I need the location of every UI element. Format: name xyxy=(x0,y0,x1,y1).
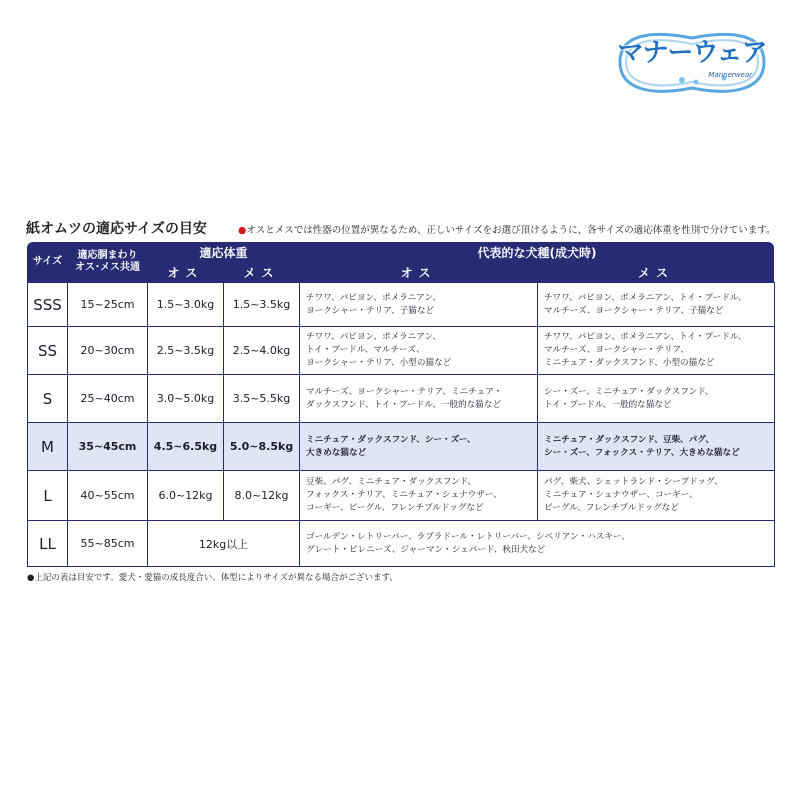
table-row xyxy=(28,375,775,423)
size-cell: SSS xyxy=(28,283,68,327)
notice-text: オスとメスでは性器の位置が異なるため、正しいサイズをお選び頂けるように、各サイズの適応体重を性別で分けています。 xyxy=(246,225,776,236)
header-weight: 適応体重 xyxy=(199,245,248,260)
male-weight-cell: 1.5~3.0kg xyxy=(148,283,224,327)
breeds-common-cell: ゴールデン・レトリーバー、ラブラドール・レトリーバー、シベリアン・ハスキー、 グレート・ピレニーズ、ジャーマン・シェパード、秋田犬など xyxy=(300,521,775,567)
male-breeds-cell: ミニチュア・ダックスフンド、シー・ズー、 大きめな猫など xyxy=(300,423,538,471)
notice-bullet-icon: ● xyxy=(238,225,247,236)
table-row xyxy=(28,327,775,375)
table-row-highlighted xyxy=(28,423,775,471)
female-breeds-cell: ミニチュア・ダックスフンド、豆柴、パグ、 シー・ズー、フォックス・テリア、大きめな猫など xyxy=(538,423,775,471)
girth-cell: 40~55cm xyxy=(68,471,148,521)
page-title: 紙オムツの適応サイズの目安 xyxy=(26,221,207,237)
girth-cell: 15~25cm xyxy=(68,283,148,327)
logo-text: マナーウェア xyxy=(617,38,767,68)
girth-cell: 25~40cm xyxy=(68,375,148,423)
female-weight-cell: 2.5~4.0kg xyxy=(224,327,300,375)
male-breeds-cell: チワワ、パピヨン、ポメラニアン、 トイ・プードル、マルチーズ、 ヨークシャー・テリア、小型の猫など xyxy=(300,327,538,375)
male-weight-cell: 4.5~6.5kg xyxy=(148,423,224,471)
male-breeds-cell: チワワ、パピヨン、ポメラニアン、 ヨークシャー・テリア、子猫など xyxy=(300,283,538,327)
header-girth: 適応胴まわり オス･メス共通 xyxy=(75,250,140,273)
header-breeds-male: オス xyxy=(400,265,437,280)
female-breeds-cell: チワワ、パピヨン、ポメラニアン、トイ・プードル、 マルチーズ、ヨークシャー・テリア、 ミニチュア・ダックスフンド、小型の猫など xyxy=(538,327,775,375)
male-breeds-cell: マルチーズ、ヨークシャー・テリア、ミニチュア・ ダックスフンド、トイ・プードル、一般的な猫など xyxy=(300,375,538,423)
logo-subtext: Mannerwear xyxy=(708,71,752,79)
header-size: サイズ xyxy=(32,256,63,267)
table-row xyxy=(28,283,775,327)
size-cell: SS xyxy=(28,327,68,375)
size-cell: L xyxy=(28,471,68,521)
size-cell: LL xyxy=(28,521,68,567)
weight-common-cell: 12kg以上 xyxy=(148,521,300,567)
footnote: ●上記の表は目安です。愛犬・愛猫の成長度合い、体型によりサイズが異なる場合がございます。 xyxy=(27,573,398,583)
size-cell: M xyxy=(28,423,68,471)
header-weight-male: オス xyxy=(167,265,204,280)
table-row xyxy=(28,471,775,521)
male-breeds-cell: 豆柴、パグ、ミニチュア・ダックスフンド、 フォックス・テリア、ミニチュア・シュナウザー、 コーギー、ビーグル、フレンチブルドッグなど xyxy=(300,471,538,521)
size-cell: S xyxy=(28,375,68,423)
gender-notice xyxy=(238,222,776,236)
male-weight-cell: 6.0~12kg xyxy=(148,471,224,521)
header-breeds-female: メス xyxy=(638,265,675,280)
brand-logo xyxy=(612,24,772,100)
female-breeds-cell: パグ、柴犬、シェットランド・シープドッグ、 ミニチュア・シュナウザー、コーギー、 ビーグル、フレンチブルドッグなど xyxy=(538,471,775,521)
size-table xyxy=(27,242,775,567)
girth-cell: 20~30cm xyxy=(68,327,148,375)
male-weight-cell: 3.0~5.0kg xyxy=(148,375,224,423)
female-breeds-cell: シー・ズー、ミニチュア・ダックスフンド、 トイ・プードル、一般的な猫など xyxy=(538,375,775,423)
female-breeds-cell: チワワ、パピヨン、ポメラニアン、トイ・プードル、 マルチーズ、ヨークシャー・テリア、子猫など xyxy=(538,283,775,327)
female-weight-cell: 1.5~3.5kg xyxy=(224,283,300,327)
female-weight-cell: 3.5~5.5kg xyxy=(224,375,300,423)
female-weight-cell: 5.0~8.5kg xyxy=(224,423,300,471)
table-row xyxy=(28,521,775,567)
male-weight-cell: 2.5~3.5kg xyxy=(148,327,224,375)
girth-cell: 35~45cm xyxy=(68,423,148,471)
female-weight-cell: 8.0~12kg xyxy=(224,471,300,521)
girth-cell: 55~85cm xyxy=(68,521,148,567)
header-weight-female: メス xyxy=(243,265,280,280)
header-breeds: 代表的な犬種(成犬時) xyxy=(477,245,597,260)
